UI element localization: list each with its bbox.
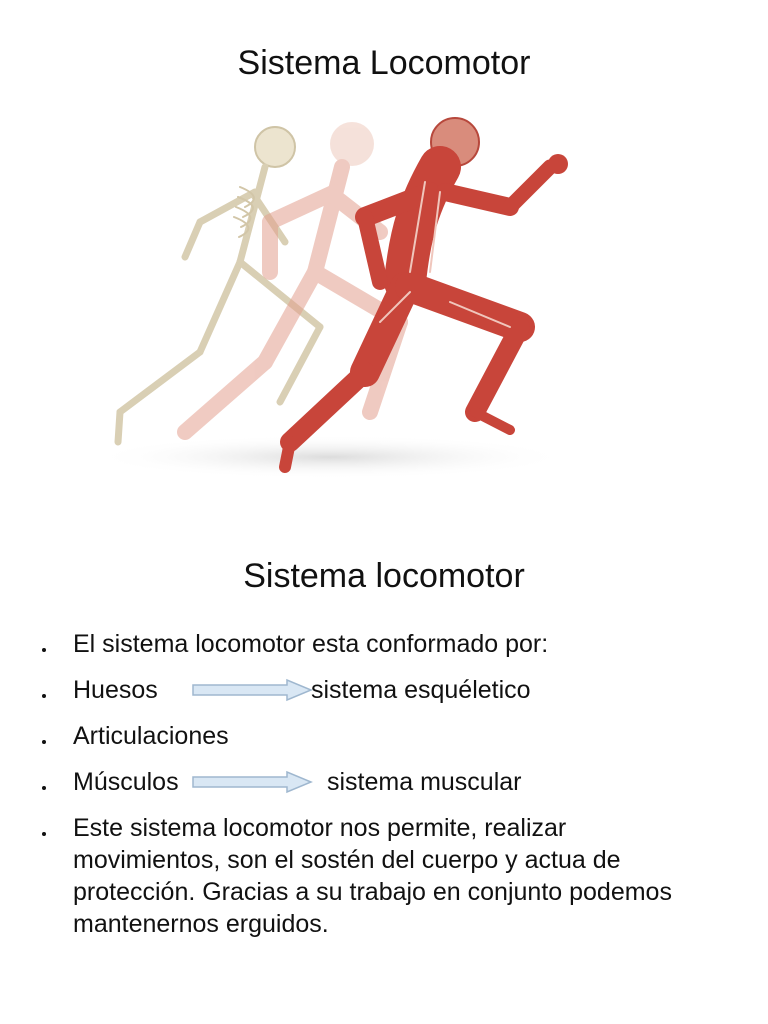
bullet-text: El sistema locomotor esta conformado por: bbox=[73, 630, 549, 658]
running-anatomy-illustration-icon bbox=[80, 112, 600, 502]
bullet-target: sistema esquéletico bbox=[311, 676, 531, 704]
bullet-text: Huesos bbox=[73, 676, 158, 704]
bullet-item bbox=[40, 628, 720, 660]
bullet-text: Músculos bbox=[73, 768, 179, 796]
bullet-text: Este sistema locomotor nos permite, realizar movimientos, son el sostén del cuerpo y actua de protección. Gracias a su trabajo en conjunto podemos mantenernos erguidos. bbox=[73, 814, 672, 938]
bullet-item bbox=[40, 720, 720, 752]
muscle-figure bbox=[285, 118, 568, 467]
section-title: Sistema locomotor bbox=[243, 557, 525, 595]
bullet-text: Articulaciones bbox=[73, 722, 229, 750]
page-title: Sistema Locomotor bbox=[237, 44, 531, 82]
bullet-target: sistema muscular bbox=[327, 768, 522, 796]
right-arrow-icon bbox=[191, 678, 313, 702]
bullet-item bbox=[40, 674, 720, 706]
bullet-list bbox=[40, 628, 720, 954]
right-arrow-icon bbox=[191, 770, 313, 794]
bullet-item bbox=[40, 766, 720, 798]
bullet-item bbox=[40, 812, 720, 940]
